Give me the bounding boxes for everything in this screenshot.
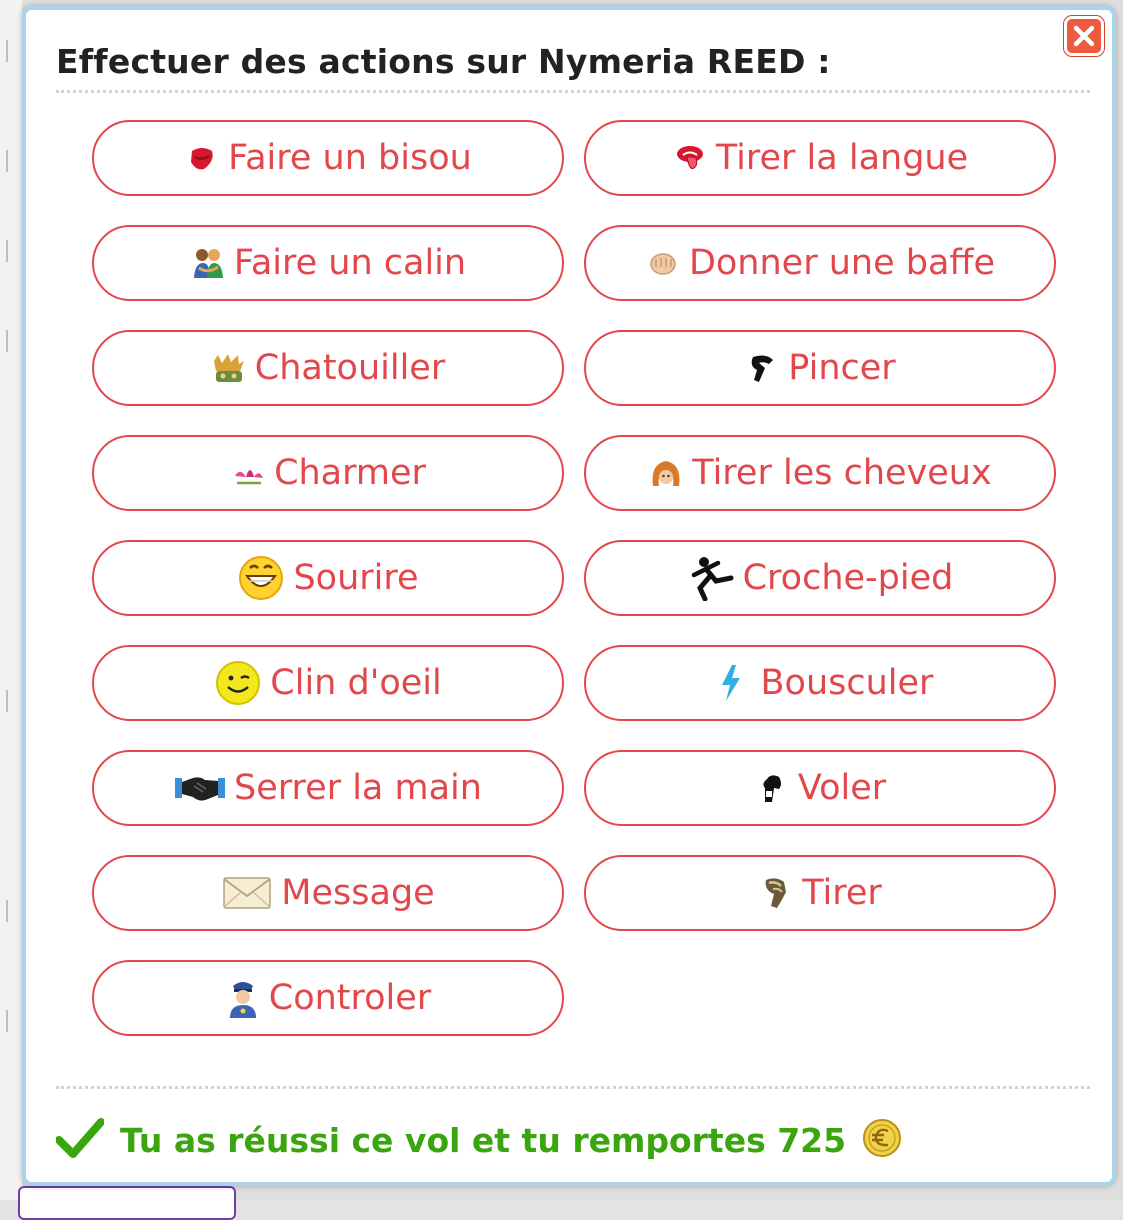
handshake-icon [174, 770, 226, 806]
action-button-tirer[interactable] [584, 855, 1056, 931]
pull-hand-icon [758, 875, 794, 911]
background-tab [18, 1186, 236, 1220]
action-button-croche-pied[interactable] [584, 540, 1056, 616]
close-button[interactable] [1064, 16, 1104, 56]
result-message [56, 1118, 902, 1162]
action-button-charmer[interactable] [92, 435, 564, 511]
grin-smiley-icon [237, 555, 285, 601]
charm-flower-icon [230, 455, 266, 491]
pinch-hand-icon [744, 350, 780, 386]
action-label: Faire un bisou [228, 138, 472, 178]
action-label: Tirer [802, 873, 882, 913]
actions-dialog [22, 6, 1116, 1186]
police-officer-icon [225, 977, 261, 1019]
action-button-tirer-la-langue[interactable] [584, 120, 1056, 196]
action-button-voler[interactable] [584, 750, 1056, 826]
action-label: Tirer les cheveux [692, 453, 992, 493]
close-icon [1073, 25, 1095, 47]
action-label: Croche-pied [742, 558, 954, 598]
action-label: Voler [797, 768, 887, 808]
action-button-faire-un-bisou[interactable] [92, 120, 564, 196]
kiss-lips-icon [184, 140, 220, 176]
background-page-strip [0, 0, 22, 1200]
hair-pull-icon [648, 455, 684, 491]
trip-kick-icon [687, 555, 735, 601]
action-label: Donner une baffe [688, 243, 996, 283]
dialog-title: Effectuer des actions sur Nymeria REED : [56, 42, 831, 81]
action-label: Sourire [293, 558, 419, 598]
checkmark-icon [56, 1118, 104, 1162]
thief-hand-icon [754, 770, 790, 806]
action-label: Pincer [788, 348, 896, 388]
action-button-controler[interactable] [92, 960, 564, 1036]
action-button-tirer-les-cheveux[interactable] [584, 435, 1056, 511]
action-button-clin-doeil[interactable] [92, 645, 564, 721]
action-button-bousculer[interactable] [584, 645, 1056, 721]
action-button-message[interactable] [92, 855, 564, 931]
action-label: Bousculer [760, 663, 934, 703]
hug-icon [190, 245, 226, 281]
wink-smiley-icon [214, 660, 262, 706]
action-label: Charmer [274, 453, 426, 493]
action-label: Serrer la main [234, 768, 482, 808]
bottom-separator [56, 1086, 1090, 1089]
action-button-faire-un-calin[interactable] [92, 225, 564, 301]
tickle-feather-icon [211, 350, 247, 386]
action-button-pincer[interactable] [584, 330, 1056, 406]
actions-grid [92, 120, 1056, 1036]
euro-coin-icon [862, 1118, 902, 1162]
top-separator [56, 90, 1090, 93]
result-text: Tu as réussi ce vol et tu remportes 725 [120, 1120, 847, 1160]
slap-fist-icon [645, 245, 681, 281]
action-label: Tirer la langue [715, 138, 969, 178]
lightning-bolt-icon [707, 665, 753, 701]
action-label: Faire un calin [233, 243, 467, 283]
action-label: Controler [268, 978, 432, 1018]
action-label: Message [281, 873, 435, 913]
action-button-donner-une-baffe[interactable] [584, 225, 1056, 301]
tongue-icon [672, 140, 708, 176]
envelope-icon [221, 875, 273, 911]
action-button-chatouiller[interactable] [92, 330, 564, 406]
action-button-serrer-la-main[interactable] [92, 750, 564, 826]
action-label: Clin d'oeil [270, 663, 442, 703]
action-label: Chatouiller [254, 348, 446, 388]
action-button-sourire[interactable] [92, 540, 564, 616]
